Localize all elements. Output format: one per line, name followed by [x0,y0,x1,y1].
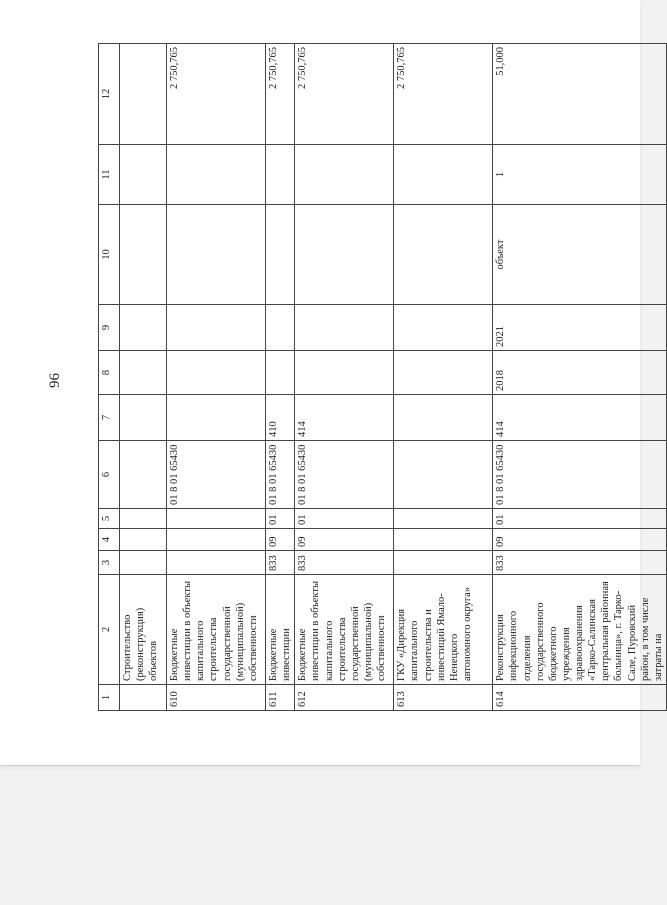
cell-3: 833 [295,551,394,575]
cell-4: 09 [266,529,295,551]
cell-8 [167,351,266,395]
row-name: Реконструкция инфекционного отделения государственного бюджетного учреждения здравоохранения «Тарко-Салинская центральная районная больница», г. Тарко-Сале, Пуровский район, в том числе затраты на [493,575,667,685]
cell-3: 833 [493,551,667,575]
row-name: Бюджетные инвестиции в объекты капитального строительства государственной (муниципальной) собственности [167,575,266,685]
cell-4 [120,529,167,551]
row-name: Бюджетные инвестиции в объекты капитального строительства государственной (муниципальной) собственности [295,575,394,685]
cell-3 [394,551,493,575]
row-number: 610 [167,685,266,711]
cell-9 [394,305,493,351]
cell-4 [394,529,493,551]
cell-7: 410 [266,395,295,441]
header-cell: 4 [99,529,120,551]
row-number: 611 [266,685,295,711]
cell-6: 01 8 01 65430 [266,441,295,509]
cell-8 [120,351,167,395]
row-number [120,685,167,711]
cell-11 [266,145,295,205]
cell-9: 2021 [493,305,667,351]
table-row [120,44,167,711]
cell-10 [120,205,167,305]
cell-6 [394,441,493,509]
cell-6: 01 8 01 65430 [167,441,266,509]
cell-6: 01 8 01 65430 [493,441,667,509]
row-name: Строительство (реконструкция) объектов [120,575,167,685]
table-row [295,44,394,711]
cell-12: 2 750,765 [266,44,295,145]
cell-12: 2 750,765 [295,44,394,145]
cell-12: 2 750,765 [167,44,266,145]
cell-5 [167,509,266,529]
cell-5: 01 [295,509,394,529]
cell-12 [120,44,167,145]
header-cell: 11 [99,145,120,205]
cell-5 [394,509,493,529]
table-row [266,44,295,711]
cell-6: 01 8 01 65430 [295,441,394,509]
header-cell: 12 [99,44,120,145]
cell-3 [167,551,266,575]
table-row [394,44,493,711]
rotated-table-container [98,44,664,711]
cell-11 [394,145,493,205]
header-row [99,44,120,711]
row-number: 613 [394,685,493,711]
row-name: Бюджетные инвестиции [266,575,295,685]
header-cell: 3 [99,551,120,575]
investment-table [98,43,667,711]
table-row [493,44,667,711]
cell-7: 414 [295,395,394,441]
cell-10 [266,205,295,305]
cell-8: 2018 [493,351,667,395]
header-cell: 10 [99,205,120,305]
cell-3: 833 [266,551,295,575]
cell-9 [167,305,266,351]
cell-7 [167,395,266,441]
row-number: 614 [493,685,667,711]
cell-10: объект [493,205,667,305]
cell-4: 09 [295,529,394,551]
header-cell: 8 [99,351,120,395]
cell-8 [266,351,295,395]
header-cell: 5 [99,509,120,529]
cell-7 [120,395,167,441]
cell-9 [295,305,394,351]
cell-7: 414 [493,395,667,441]
header-cell: 1 [99,685,120,711]
row-number: 612 [295,685,394,711]
cell-11 [120,145,167,205]
cell-5: 01 [493,509,667,529]
cell-9 [266,305,295,351]
cell-10 [295,205,394,305]
cell-12: 51,000 [493,44,667,145]
header-cell: 7 [99,395,120,441]
cell-5: 01 [266,509,295,529]
cell-11 [295,145,394,205]
header-cell: 9 [99,305,120,351]
cell-5 [120,509,167,529]
page-number: 96 [47,373,63,388]
table-row [167,44,266,711]
row-name: ГКУ «Дирекция капитального строительства и инвестиций Ямало-Ненецкого автономного округа» [394,575,493,685]
header-cell: 2 [99,575,120,685]
header-cell: 6 [99,441,120,509]
cell-12: 2 750,765 [394,44,493,145]
cell-4: 09 [493,529,667,551]
cell-3 [120,551,167,575]
cell-10 [394,205,493,305]
cell-8 [295,351,394,395]
cell-11: 1 [493,145,667,205]
cell-9 [120,305,167,351]
cell-11 [167,145,266,205]
rotated-table-area [98,44,664,711]
cell-8 [394,351,493,395]
cell-7 [394,395,493,441]
cell-10 [167,205,266,305]
cell-6 [120,441,167,509]
cell-4 [167,529,266,551]
